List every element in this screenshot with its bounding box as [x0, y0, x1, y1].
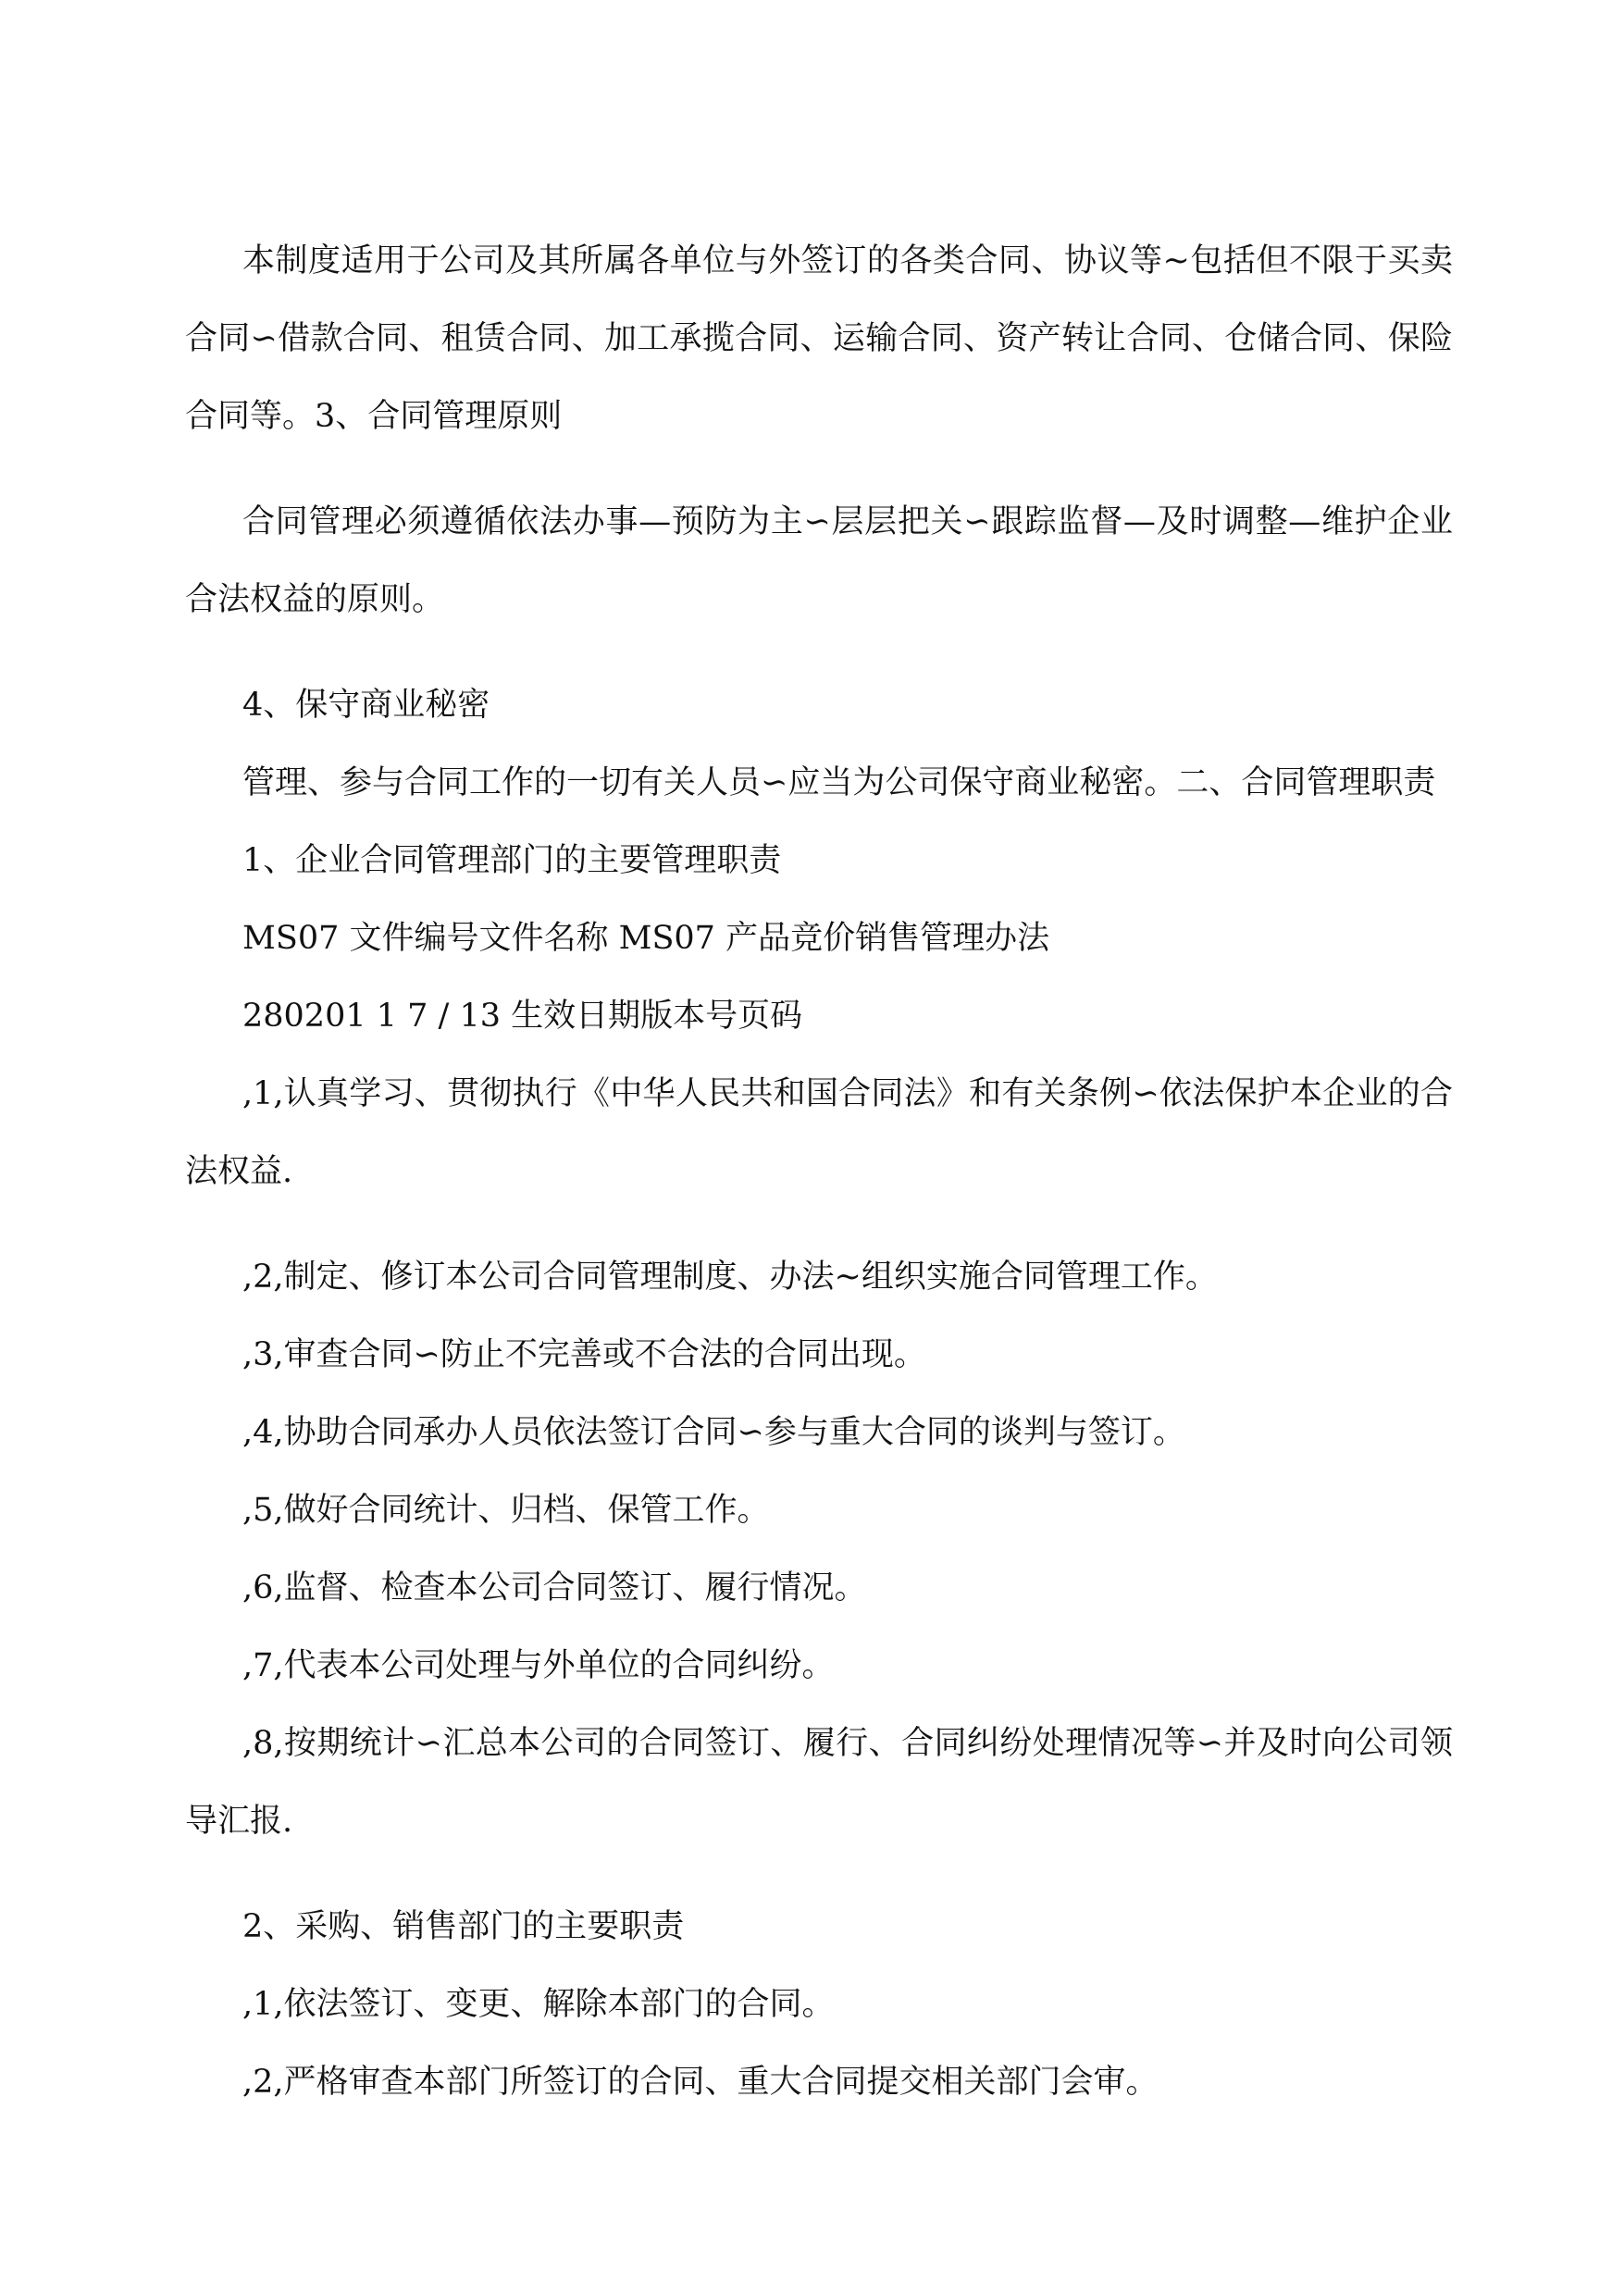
paragraph-trade-secrets: 管理、参与合同工作的一切有关人员∽应当为公司保守商业秘密。二、合同管理职责 — [242, 764, 1436, 801]
heading-trade-secrets: 4、保守商业秘密 — [242, 687, 490, 724]
duty-item-1: ,1,认真学习、贯彻执行《中华人民共和国合同法》和有关条例∽依法保护本企业的合法权益. — [185, 1075, 1453, 1190]
duty-item-6: ,6,监督、检查本公司合同签订、履行情况。 — [242, 1569, 867, 1606]
document-page — [185, 222, 1453, 2121]
paragraph-principles: 合同管理必须遵循依法办事—预防为主∽层层把关∽跟踪监督—及时调整—维护企业合法权益的原则。 — [185, 503, 1453, 618]
paragraph-scope: 本制度适用于公司及其所属各单位与外签订的各类合同、协议等~包括但不限于买卖合同∽借款合同、租赁合同、加工承揽合同、运输合同、资产转让合同、仓储合同、保险合同等。3、合同管理原则 — [185, 242, 1453, 435]
sales-duty-item-2: ,2,严格审查本部门所签订的合同、重大合同提交相关部门会审。 — [242, 2064, 1159, 2101]
doc-header-meta: 280201 1 7 / 13 生效日期版本号页码 — [242, 998, 803, 1035]
heading-purchasing-sales-duties: 2、采购、销售部门的主要职责 — [242, 1908, 685, 1945]
duty-item-7: ,7,代表本公司处理与外单位的合同纠纷。 — [242, 1647, 835, 1684]
sales-duty-item-1: ,1,依法签订、变更、解除本部门的合同。 — [242, 1986, 835, 2023]
duty-item-4: ,4,协助合同承办人员依法签订合同∽参与重大合同的谈判与签订。 — [242, 1414, 1185, 1451]
duty-item-3: ,3,审查合同∽防止不完善或不合法的合同出现。 — [242, 1336, 926, 1373]
duty-item-2: ,2,制定、修订本公司合同管理制度、办法~组织实施合同管理工作。 — [242, 1259, 1218, 1296]
duty-item-8: ,8,按期统计∽汇总本公司的合同签订、履行、合同纠纷处理情况等∽并及时向公司领导汇报. — [185, 1725, 1453, 1840]
duty-item-5: ,5,做好合同统计、归档、保管工作。 — [242, 1492, 770, 1529]
doc-header-title: MS07 文件编号文件名称 MS07 产品竞价销售管理办法 — [242, 920, 1050, 957]
heading-management-duties: 1、企业合同管理部门的主要管理职责 — [242, 842, 782, 879]
